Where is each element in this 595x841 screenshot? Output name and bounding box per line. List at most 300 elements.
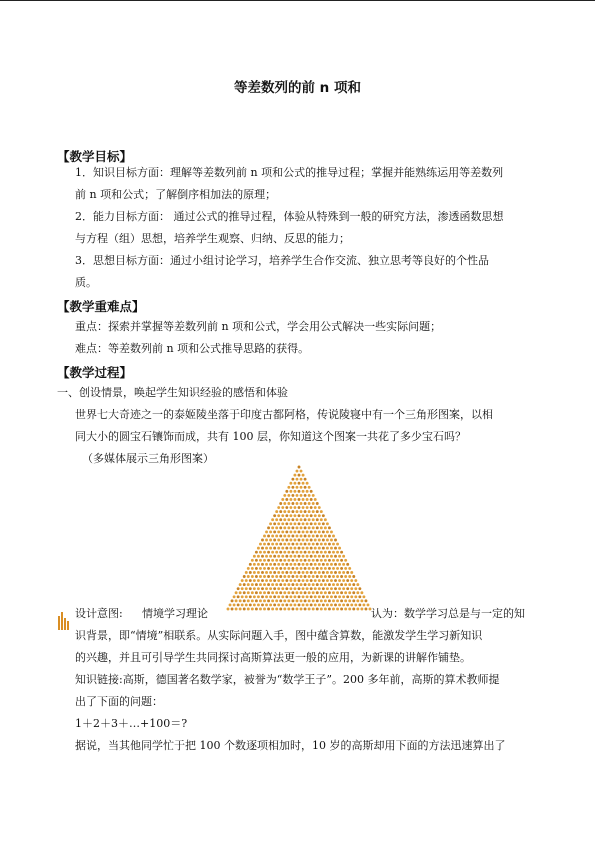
gem-dot [318, 579, 321, 582]
gem-dot [302, 595, 305, 598]
gem-dot [287, 599, 290, 602]
gem-dot [300, 534, 303, 537]
gem-dot [283, 543, 286, 546]
gem-dot [342, 563, 345, 566]
gem-dot [261, 539, 264, 542]
gem-dot [322, 547, 325, 550]
gem-dot [358, 595, 361, 598]
gem-dot [326, 587, 329, 590]
gem-dot [253, 555, 256, 558]
gem-dot [298, 555, 301, 558]
gem-dot [354, 603, 357, 606]
gem-dot [275, 607, 278, 610]
gem-dot [302, 482, 305, 485]
gem-dot [281, 555, 284, 558]
gem-dot [296, 470, 299, 473]
gem-dot [300, 510, 303, 513]
gem-dot [239, 599, 242, 602]
gem-dot [338, 587, 341, 590]
gem-dot [296, 518, 299, 521]
gem-dot [285, 595, 288, 598]
gem-dot [239, 583, 242, 586]
gem-dot [346, 563, 349, 566]
gem-dot [356, 607, 359, 610]
gem-dot [310, 514, 313, 517]
gem-dot [271, 518, 274, 521]
gem-dot [312, 510, 315, 513]
gem-dot [279, 591, 282, 594]
gem-dot [304, 494, 307, 497]
gem-dot [263, 567, 266, 570]
gem-dot [273, 555, 276, 558]
gem-dot [281, 579, 284, 582]
gem-dot [289, 490, 292, 493]
gem-dot [275, 591, 278, 594]
gem-dot [308, 510, 311, 513]
gem-dot [287, 534, 290, 537]
gem-dot [269, 555, 272, 558]
gem-dot [291, 510, 294, 513]
gem-dot [346, 579, 349, 582]
gem-dot [289, 563, 292, 566]
gem-dot [241, 579, 244, 582]
gem-dot [306, 490, 309, 493]
gem-dot [298, 539, 301, 542]
gem-dot [342, 603, 345, 606]
gem-dot [312, 502, 315, 505]
gem-dot [312, 534, 315, 537]
gem-dot [283, 510, 286, 513]
gem-dot [324, 543, 327, 546]
gem-dot [275, 567, 278, 570]
gem-dot [302, 555, 305, 558]
gem-dot [338, 595, 341, 598]
gem-dot [320, 599, 323, 602]
gem-dot [251, 567, 254, 570]
gem-dot [304, 607, 307, 610]
gem-dot [306, 595, 309, 598]
gem-dot [332, 551, 335, 554]
gem-dot [326, 547, 329, 550]
gem-dot [273, 603, 276, 606]
gem-dot [316, 510, 319, 513]
media-note: （多媒体展示三角形图案） [82, 452, 214, 465]
design-intent-line: 的兴趣，并且可引导学生共同探讨高斯算法更一般的应用，为新课的讲解作铺垫。 [75, 651, 471, 664]
gem-dot [316, 567, 319, 570]
gem-dot [283, 502, 286, 505]
gem-dot [308, 543, 311, 546]
gem-dot [328, 543, 331, 546]
gem-dot [312, 575, 315, 578]
gem-dot [259, 607, 262, 610]
gem-dot [298, 514, 301, 517]
gem-dot [283, 567, 286, 570]
gem-dot [229, 603, 232, 606]
gem-dot [287, 486, 290, 489]
gem-dot [338, 555, 341, 558]
gem-dot [310, 571, 313, 574]
gem-dot [336, 575, 339, 578]
gem-dot [308, 591, 311, 594]
gem-dot [350, 579, 353, 582]
gem-dot [296, 543, 299, 546]
gem-dot [322, 603, 325, 606]
gem-dot [304, 551, 307, 554]
gem-dot [289, 555, 292, 558]
gem-dot [332, 567, 335, 570]
gem-dot [289, 514, 292, 517]
gem-dot [328, 575, 331, 578]
gem-dot [330, 539, 333, 542]
gem-dot [330, 603, 333, 606]
gem-dot [255, 567, 258, 570]
gem-dot [300, 478, 303, 481]
gem-dot [312, 494, 315, 497]
gem-dot [330, 571, 333, 574]
gem-dot [336, 567, 339, 570]
gem-dot [249, 579, 252, 582]
gem-dot [354, 587, 357, 590]
gem-dot [291, 607, 294, 610]
gem-dot [346, 571, 349, 574]
gem-dot [235, 607, 238, 610]
gem-dot [279, 518, 282, 521]
gem-dot [275, 575, 278, 578]
gem-dot [314, 522, 317, 525]
gem-dot [269, 587, 272, 590]
gem-dot [344, 575, 347, 578]
gem-dot [304, 486, 307, 489]
gem-dot [255, 583, 258, 586]
gem-dot [285, 555, 288, 558]
gem-dot [269, 547, 272, 550]
gem-dot [358, 587, 361, 590]
step-heading: 一、创设情景，唤起学生知识经验的感悟和体验 [57, 386, 288, 399]
difficult-point-line: 难点：等差数列前 n 项和公式推导思路的获得。 [75, 342, 310, 355]
gem-dot [285, 530, 288, 533]
gem-dot [233, 595, 236, 598]
gem-dot [308, 502, 311, 505]
gem-dot [281, 539, 284, 542]
gem-dot [332, 607, 335, 610]
gem-dot [336, 551, 339, 554]
gem-dot [300, 494, 303, 497]
gem-dot [340, 551, 343, 554]
gem-dot [239, 591, 242, 594]
gem-dot [298, 530, 301, 533]
gem-dot [358, 603, 361, 606]
gem-dot [316, 575, 319, 578]
gem-dot [304, 534, 307, 537]
gem-dot [255, 607, 258, 610]
gem-dot [312, 526, 315, 529]
gem-dot [300, 607, 303, 610]
gem-triangle-image [226, 464, 372, 614]
gem-dot [300, 486, 303, 489]
gem-dot [287, 607, 290, 610]
gem-dot [308, 567, 311, 570]
gem-dot [277, 579, 280, 582]
gem-dot [342, 595, 345, 598]
gem-dot [324, 583, 327, 586]
gem-dot [275, 510, 278, 513]
gem-dot [251, 591, 254, 594]
gem-dot [320, 567, 323, 570]
gem-dot [285, 490, 288, 493]
gem-dot [267, 575, 270, 578]
knowledge-link-line: 出了下面的问题： [75, 695, 163, 708]
gem-dot [348, 607, 351, 610]
gem-dot [310, 539, 313, 542]
gem-dot [265, 587, 268, 590]
gem-dot [247, 607, 250, 610]
gem-dot [334, 563, 337, 566]
gem-dot [332, 591, 335, 594]
gem-dot [279, 551, 282, 554]
gem-dot [239, 607, 242, 610]
gem-dot [308, 575, 311, 578]
gem-dot [285, 571, 288, 574]
gem-dot [259, 575, 262, 578]
gem-dot [275, 534, 278, 537]
gem-dot [298, 579, 301, 582]
gem-dot [293, 490, 296, 493]
gem-dot [251, 559, 254, 562]
gem-dot [251, 607, 254, 610]
gem-dot [267, 526, 270, 529]
gem-dot [269, 522, 272, 525]
gem-dot [306, 603, 309, 606]
gem-dot [306, 539, 309, 542]
gem-dot [249, 595, 252, 598]
gem-dot [249, 603, 252, 606]
gem-dot [283, 575, 286, 578]
gem-dot [308, 559, 311, 562]
gem-dot [296, 567, 299, 570]
gem-dot [306, 547, 309, 550]
page-title: 等差数列的前 n 项和 [233, 80, 361, 96]
gem-dot [320, 591, 323, 594]
gem-dot [306, 563, 309, 566]
gem-dot [271, 567, 274, 570]
gem-dot [334, 587, 337, 590]
gem-dot [322, 522, 325, 525]
gem-dot [253, 571, 256, 574]
gem-dot [263, 543, 266, 546]
gem-dot [296, 502, 299, 505]
gem-dot [322, 514, 325, 517]
gem-dot [314, 579, 317, 582]
gem-dot [259, 583, 262, 586]
gem-dot [241, 595, 244, 598]
gem-dot [273, 522, 276, 525]
gem-dot [279, 583, 282, 586]
gem-dot [312, 551, 315, 554]
gem-dot [298, 466, 301, 469]
gem-dot [322, 587, 325, 590]
gem-dot [344, 599, 347, 602]
gem-dot [291, 486, 294, 489]
gem-dot [253, 595, 256, 598]
gem-dot [360, 591, 363, 594]
gem-dot [289, 530, 292, 533]
gem-dot [328, 559, 331, 562]
gem-dot [328, 526, 331, 529]
gem-dot [281, 506, 284, 509]
gem-dot [265, 563, 268, 566]
gem-dot [332, 583, 335, 586]
gem-dot [344, 591, 347, 594]
gem-dot [336, 607, 339, 610]
gem-dot [293, 547, 296, 550]
gem-dot [255, 575, 258, 578]
gem-dot [300, 567, 303, 570]
gem-dot [320, 510, 323, 513]
gem-dot [326, 603, 329, 606]
gem-dot [245, 603, 248, 606]
gem-dot [302, 530, 305, 533]
gem-dot [316, 559, 319, 562]
gem-dot [314, 539, 317, 542]
gem-dot [279, 543, 282, 546]
gem-dot [277, 530, 280, 533]
gem-dot [334, 579, 337, 582]
design-intent-line: 识背景，即“情境”相联系。从实际问题入手，图中蕴含算数，能激发学生学习新知识 [75, 629, 483, 642]
gem-dot [300, 575, 303, 578]
gem-dot [265, 539, 268, 542]
gem-dot [283, 551, 286, 554]
gem-dot [328, 599, 331, 602]
gem-dot [352, 575, 355, 578]
gem-dot [279, 567, 282, 570]
gem-dot [291, 599, 294, 602]
gem-dot [314, 603, 317, 606]
gem-dot [302, 474, 305, 477]
gem-dot [354, 595, 357, 598]
gem-dot [344, 567, 347, 570]
gem-dot [287, 551, 290, 554]
gem-dot [291, 559, 294, 562]
gem-dot [281, 587, 284, 590]
gem-dot [243, 607, 246, 610]
gem-dot [304, 575, 307, 578]
gem-dot [283, 607, 286, 610]
gem-dot [306, 587, 309, 590]
gem-dot [289, 571, 292, 574]
gem-dot [318, 595, 321, 598]
gem-dot [318, 514, 321, 517]
gem-dot [251, 583, 254, 586]
gem-dot [338, 563, 341, 566]
gem-dot [259, 567, 262, 570]
gem-dot [364, 607, 367, 610]
gem-dot [360, 607, 363, 610]
gem-dot [336, 543, 339, 546]
gem-dot [263, 599, 266, 602]
gem-dot [346, 587, 349, 590]
gem-dot [334, 555, 337, 558]
gem-dot [330, 595, 333, 598]
gem-dot [308, 486, 311, 489]
gem-dot [322, 595, 325, 598]
gem-dot [296, 486, 299, 489]
gem-dot [324, 518, 327, 521]
knowledge-link-line: 知识链接:高斯，德国著名数学家，被誉为“数学王子”。200 多年前，高斯的算术教师提 [75, 673, 500, 686]
gem-dot [271, 526, 274, 529]
gem-dot [269, 539, 272, 542]
gem-dot [318, 555, 321, 558]
gem-dot [316, 543, 319, 546]
gem-dot [296, 478, 299, 481]
gem-dot [291, 502, 294, 505]
gem-dot [283, 599, 286, 602]
gem-dot [287, 510, 290, 513]
gem-dot [340, 575, 343, 578]
gem-dot [275, 526, 278, 529]
gem-dot [302, 587, 305, 590]
gem-dot [263, 534, 266, 537]
gem-dot [350, 595, 353, 598]
gem-dot [275, 551, 278, 554]
gem-dot [348, 583, 351, 586]
gem-dot [308, 583, 311, 586]
gem-dot [273, 547, 276, 550]
gem-dot [263, 551, 266, 554]
gem-dot [310, 547, 313, 550]
gem-dot [255, 559, 258, 562]
gem-dot [314, 506, 317, 509]
gem-dot [253, 587, 256, 590]
design-theory-name: 情境学习理论 [142, 607, 208, 620]
gem-dot [261, 603, 264, 606]
gem-dot [263, 591, 266, 594]
gem-dot [273, 530, 276, 533]
gem-dot [336, 591, 339, 594]
gem-dot [245, 571, 248, 574]
gem-dot [293, 579, 296, 582]
gem-dot [320, 607, 323, 610]
gem-dot [300, 526, 303, 529]
gem-dot [310, 555, 313, 558]
goal-line: 1．知识目标方面：理解等差数列前 n 项和公式的推导过程；掌握并能熟练运用等差数列 [75, 166, 504, 179]
gem-dot [293, 555, 296, 558]
gem-dot [267, 559, 270, 562]
gem-dot [271, 607, 274, 610]
gem-dot [348, 599, 351, 602]
gem-dot [269, 530, 272, 533]
gem-dot [285, 547, 288, 550]
gem-dot [336, 599, 339, 602]
gem-dot [296, 526, 299, 529]
gem-dot [227, 607, 230, 610]
gem-dot [308, 534, 311, 537]
gem-dot [271, 543, 274, 546]
gem-dot [320, 551, 323, 554]
gem-dot [275, 599, 278, 602]
gem-dot [289, 539, 292, 542]
gem-dot [285, 498, 288, 501]
gem-dot [277, 571, 280, 574]
goal-line: 质。 [75, 276, 97, 289]
gem-dot [291, 494, 294, 497]
gem-dot [298, 482, 301, 485]
gem-dot [279, 526, 282, 529]
gem-dot [324, 534, 327, 537]
gem-dot [336, 559, 339, 562]
gem-dot [273, 595, 276, 598]
gem-dot [293, 514, 296, 517]
gem-dot [322, 579, 325, 582]
